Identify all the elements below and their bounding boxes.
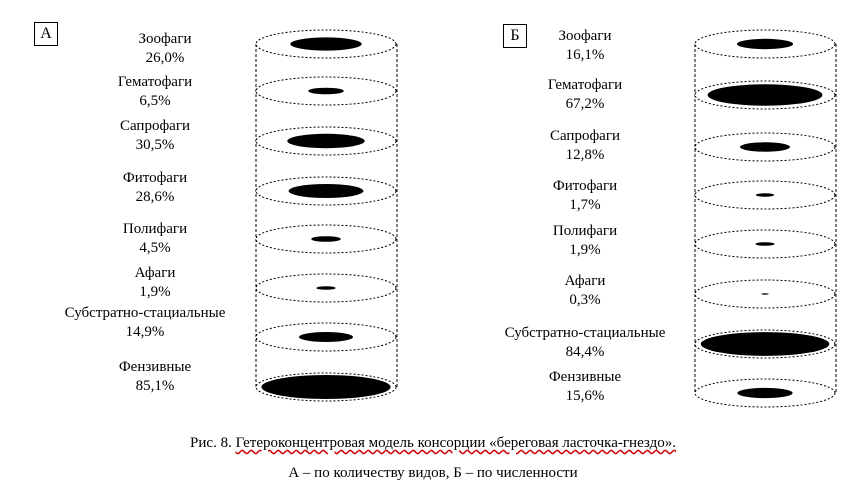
share-mark-a xyxy=(290,37,361,50)
panel-a-label: А xyxy=(34,22,58,46)
share-mark-a xyxy=(261,375,390,399)
panel-b-item: Фитофаги 1,7% xyxy=(552,178,618,213)
panel-a-item: Полифаги 4,5% xyxy=(122,221,188,256)
share-mark-b xyxy=(756,193,774,196)
share-mark-b xyxy=(761,293,769,294)
share-mark-a xyxy=(289,184,364,198)
panel-b-item: Зоофаги 16,1% xyxy=(558,28,612,63)
share-mark-b xyxy=(755,242,774,246)
cylinder-a xyxy=(256,30,397,401)
panel-a-item: Зоофаги 26,0% xyxy=(138,31,192,66)
panel-b-item: Фензивные 15,6% xyxy=(548,369,622,404)
panel-b-item: Афаги 0,3% xyxy=(564,273,606,308)
cylinder-b xyxy=(695,30,836,407)
share-mark-b xyxy=(737,388,792,398)
share-mark-a xyxy=(287,134,364,148)
panel-a-item: Гематофаги 6,5% xyxy=(117,74,193,109)
figure-caption xyxy=(0,435,866,452)
share-mark-b xyxy=(740,142,790,151)
panel-b-label: Б xyxy=(503,24,527,48)
caption-prefix: Рис. 8. xyxy=(190,435,236,451)
share-mark-b xyxy=(737,39,793,49)
share-mark-a xyxy=(311,236,341,242)
panel-a-item: Фитофаги 28,6% xyxy=(122,170,188,205)
share-mark-a xyxy=(316,286,335,290)
caption-title: Гетероконцентровая модель консорции «береговая ласточка-гнездо». xyxy=(235,435,676,451)
share-mark-a xyxy=(308,88,344,95)
panel-b-item: Субстратно-стациальные 84,4% xyxy=(504,325,666,360)
share-mark-b xyxy=(701,332,830,356)
panel-b-item: Гематофаги 67,2% xyxy=(547,77,623,112)
figure-subtitle: А – по количеству видов, Б – по численности xyxy=(288,465,578,481)
panel-a-item: Сапрофаги 30,5% xyxy=(119,118,191,153)
share-mark-a xyxy=(299,332,353,342)
panel-a-item: Субстратно-стациальные 14,9% xyxy=(64,305,226,340)
panel-b-item: Сапрофаги 12,8% xyxy=(549,128,621,163)
panel-b-item: Полифаги 1,9% xyxy=(552,223,618,258)
panel-a-item: Афаги 1,9% xyxy=(134,265,176,300)
panel-a-item: Фензивные 85,1% xyxy=(118,359,192,394)
share-mark-b xyxy=(708,84,823,105)
